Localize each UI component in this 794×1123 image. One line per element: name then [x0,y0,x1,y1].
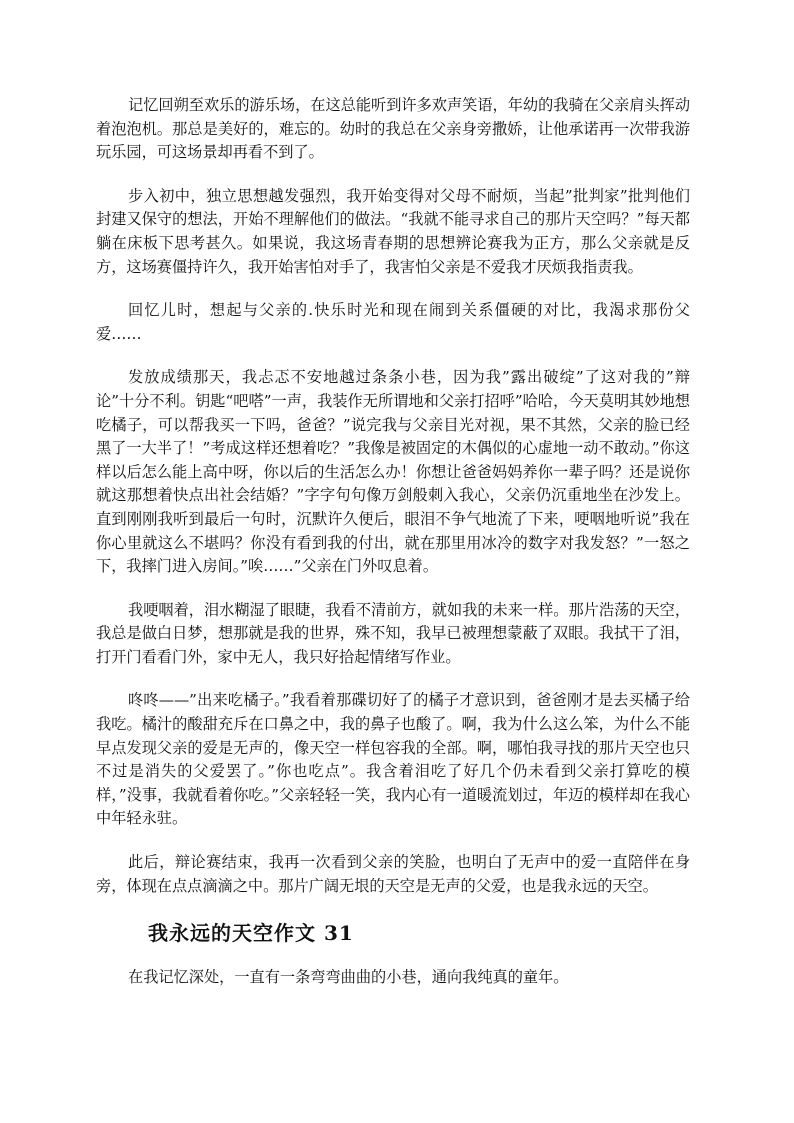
paragraph: 此后，辩论赛结束，我再一次看到父亲的笑脸，也明白了无声中的爱一直陪伴在身旁，体现在点点滴滴之中。那片广阔无垠的天空是无声的父爱，也是我永远的天空。 [96,853,690,895]
document-page [96,94,690,1010]
paragraph: 咚咚——”出来吃橘子。”我看着那碟切好了的橘子才意识到，爸爸刚才是去买橘子给我吃。橘汁的酸甜充斥在口鼻之中，我的鼻子也酸了。啊，我为什么这么笨，为什么不能早点发现父亲的爱是无声的，像天空一样包容我的全部。啊，哪怕我寻找的那片天空也只不过是消失的父爱罢了。”你也吃点”。我含着泪吃了好几个仍未看到父亲打算吃的模样，”没事，我就看着你吃。”父亲轻轻一笑，我内心有一道暖流划过，年迈的模样却在我心中年轻永驻。 [96,691,690,828]
paragraph: 记忆回朔至欢乐的游乐场，在这总能听到许多欢声笑语，年幼的我骑在父亲肩头挥动着泡泡机。那总是美好的，难忘的。幼时的我总在父亲身旁撒娇，让他承诺再一次带我游玩乐园，可这场景却再看不到了。 [96,96,690,162]
section-heading: 我永远的天空作文 31 [148,921,354,946]
paragraph: 步入初中，独立思想越发强烈，我开始变得对父母不耐烦，当起”批判家”批判他们封建又保守的想法，开始不理解他们的做法。“我就不能寻求自己的那片天空吗？”每天都躺在床板下思考甚久。如果说，我这场青春期的思想辨论赛我为正方，那么父亲就是反方，这场赛僵持许久，我开始害怕对手了，我害怕父亲是不爱我才厌烦我指责我。 [96,186,690,276]
paragraph: 我哽咽着，泪水糊湿了眼睫，我看不清前方，就如我的未来一样。那片浩荡的天空，我总是做白日梦，想那就是我的世界，殊不知，我早已被理想蒙蔽了双眼。我拭干了泪，打开门看看门外，家中无人，我只好拾起情绪写作业。 [96,600,690,666]
paragraph: 在我记忆深处，一直有一条弯弯曲曲的小巷，通向我纯真的童年。 [128,968,569,987]
paragraph: 发放成绩那天，我忐忑不安地越过条条小巷，因为我”露出破绽”了这对我的”辩论”十分不利。钥匙“吧嗒”一声，我装作无所谓地和父亲打招呼”哈哈，今天莫明其妙地想吃橘子，可以帮我买一下吗，爸爸？”说完我与父亲目光对视，果不其然，父亲的脸已经黑了一大半了！”考成这样还想着吃？”我像是被固定的木偶似的心虚地一动不敢动。”你这样以后怎么能上高中呀，你以后的生活怎么办！你想让爸爸妈妈养你一辈子吗？还是说你就这那想着快点出社会结婚？”字字句句像万剑般刺入我心，父亲仍沉重地坐在沙发上。直到刚刚我听到最后一句时，沉默许久便后，眼泪不争气地流了下来，哽咽地听说”我在你心里就这么不堪吗？你没有看到我的付出，就在那里用冰冷的数字对我发怒？”一怒之下，我摔门进入房间。”唉……”父亲在门外叹息着。 [96,368,690,576]
paragraph: 回忆儿时，想起与父亲的.快乐时光和现在闹到关系僵硬的对比，我渴求那份父爱…… [96,301,690,343]
